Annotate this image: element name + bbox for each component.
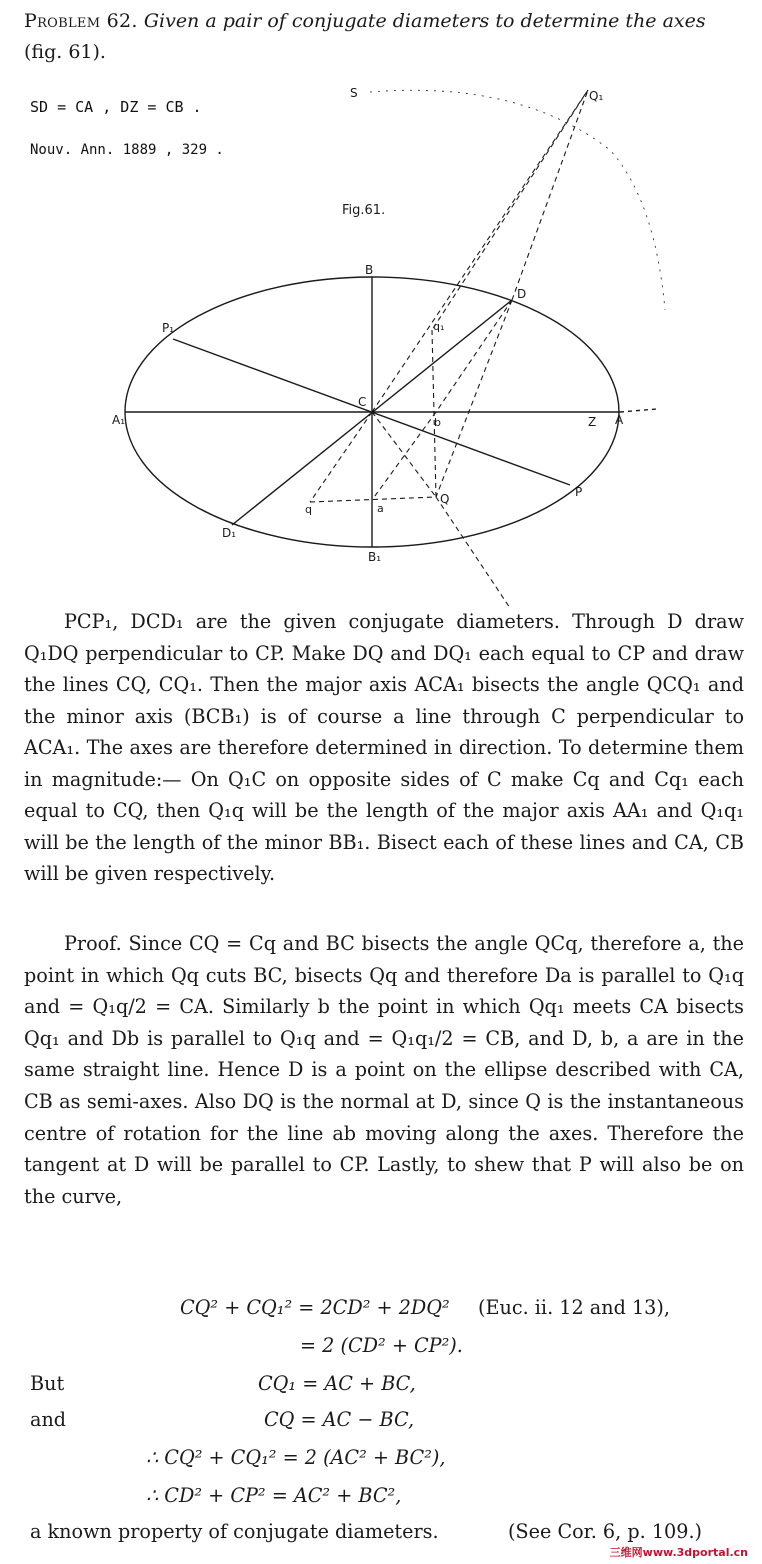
line-q-extension	[436, 497, 510, 608]
watermark: 三维网www.3dportal.cn	[609, 1546, 748, 1559]
problem-number: Problem 62.	[24, 10, 138, 32]
label-q1: Q₁	[589, 89, 604, 103]
equation-3: CQ₁ = AC + BC,	[258, 1372, 416, 1395]
equation-2: = 2 (CD² + CP²).	[300, 1334, 463, 1357]
equation-1: CQ² + CQ₁² = 2CD² + 2DQ²	[180, 1296, 450, 1319]
label-q-small: q	[305, 503, 312, 516]
label-q1-small: q₁	[433, 320, 445, 333]
figure-caption: Fig.61.	[342, 203, 386, 218]
construction-arc	[370, 90, 665, 310]
equation-1-reference: (Euc. ii. 12 and 13),	[478, 1296, 670, 1319]
equation-4: CQ = AC − BC,	[264, 1408, 415, 1431]
equation-6: ∴ CD² + CP² = AC² + BC²,	[146, 1484, 402, 1507]
line-cq-small	[310, 412, 372, 502]
line-db	[436, 300, 512, 412]
closing-text: a known property of conjugate diameters.	[30, 1520, 439, 1543]
handwritten-note-1: SD = CA , DZ = CB .	[30, 98, 202, 116]
label-a-small: a	[377, 502, 384, 515]
label-a1: A₁	[112, 413, 126, 427]
paragraph-proof	[24, 928, 744, 1212]
label-p1: P₁	[162, 321, 175, 335]
label-b: B	[365, 263, 374, 277]
label-q: Q	[440, 492, 450, 506]
line-ba	[372, 412, 436, 500]
label-d1: D₁	[222, 526, 237, 540]
label-z: Z	[588, 415, 597, 429]
label-c: C	[358, 395, 367, 409]
line-dq1	[512, 90, 588, 300]
label-a: A	[615, 413, 624, 427]
label-b-small: b	[434, 416, 441, 429]
problem-title: Given a pair of conjugate diameters to determine the axes	[143, 10, 706, 32]
line-q1-q1small	[432, 90, 588, 330]
label-p: P	[575, 485, 583, 499]
closing-reference: (See Cor. 6, p. 109.)	[508, 1520, 703, 1543]
paragraph-2: Proof. Since CQ = Cq and BC bisects the angle QCq, therefore a, the point in which Qq cuts BC, bisects Qq and therefore Da is parallel to Q₁q and = Q₁q/2 = CA. Similarly b the point in which Qq₁ meets CA bisects Qq₁ and Db is parallel to Q₁q and = Q₁q₁/2 = CB, and D, b, a are in the same straight line. Hence D is a point on the ellipse described with CA, CB as semi-axes. Also DQ is the normal at D, since Q is the instantaneous centre of rotation for the line ab moving along the axes. Therefore the tangent at D will be parallel to CP. Lastly, to shew that P will also be on the curve,	[24, 932, 744, 1208]
equation-5: ∴ CQ² + CQ₁² = 2 (AC² + BC²),	[146, 1446, 446, 1469]
line-cq	[372, 412, 436, 497]
handwritten-note-2: Nouv. Ann. 1889 , 329 .	[30, 142, 224, 158]
label-b1: B₁	[368, 550, 382, 564]
label-d: D	[517, 287, 527, 301]
problem-heading	[24, 6, 744, 68]
line-dq	[436, 300, 512, 497]
paragraph-construction	[24, 606, 744, 890]
but-label: But	[30, 1372, 65, 1395]
line-qq	[310, 497, 436, 502]
figure-61	[0, 70, 762, 615]
and-label: and	[30, 1408, 67, 1431]
major-axis-extension	[620, 409, 657, 412]
line-cq1	[372, 90, 588, 412]
label-s: S	[350, 86, 358, 100]
figure-reference: (fig. 61).	[24, 41, 106, 63]
paragraph-1: PCP₁, DCD₁ are the given conjugate diameters. Through D draw Q₁DQ perpendicular to CP. Make DQ and DQ₁ each equal to CP and draw the lines CQ, CQ₁. Then the major axis ACA₁ bisects the angle QCQ₁ and the minor axis (BCB₁) is of course a line through C perpendicular to ACA₁. The axes are therefore determined in direction. To determine them in magnitude:— On Q₁C on opposite sides of C make Cq and Cq₁ each equal to CQ, then Q₁q will be the length of the major axis AA₁ and Q₁q₁ will be the length of the minor BB₁. Bisect each of these lines and CA, CB will be given respectively.	[24, 610, 744, 885]
